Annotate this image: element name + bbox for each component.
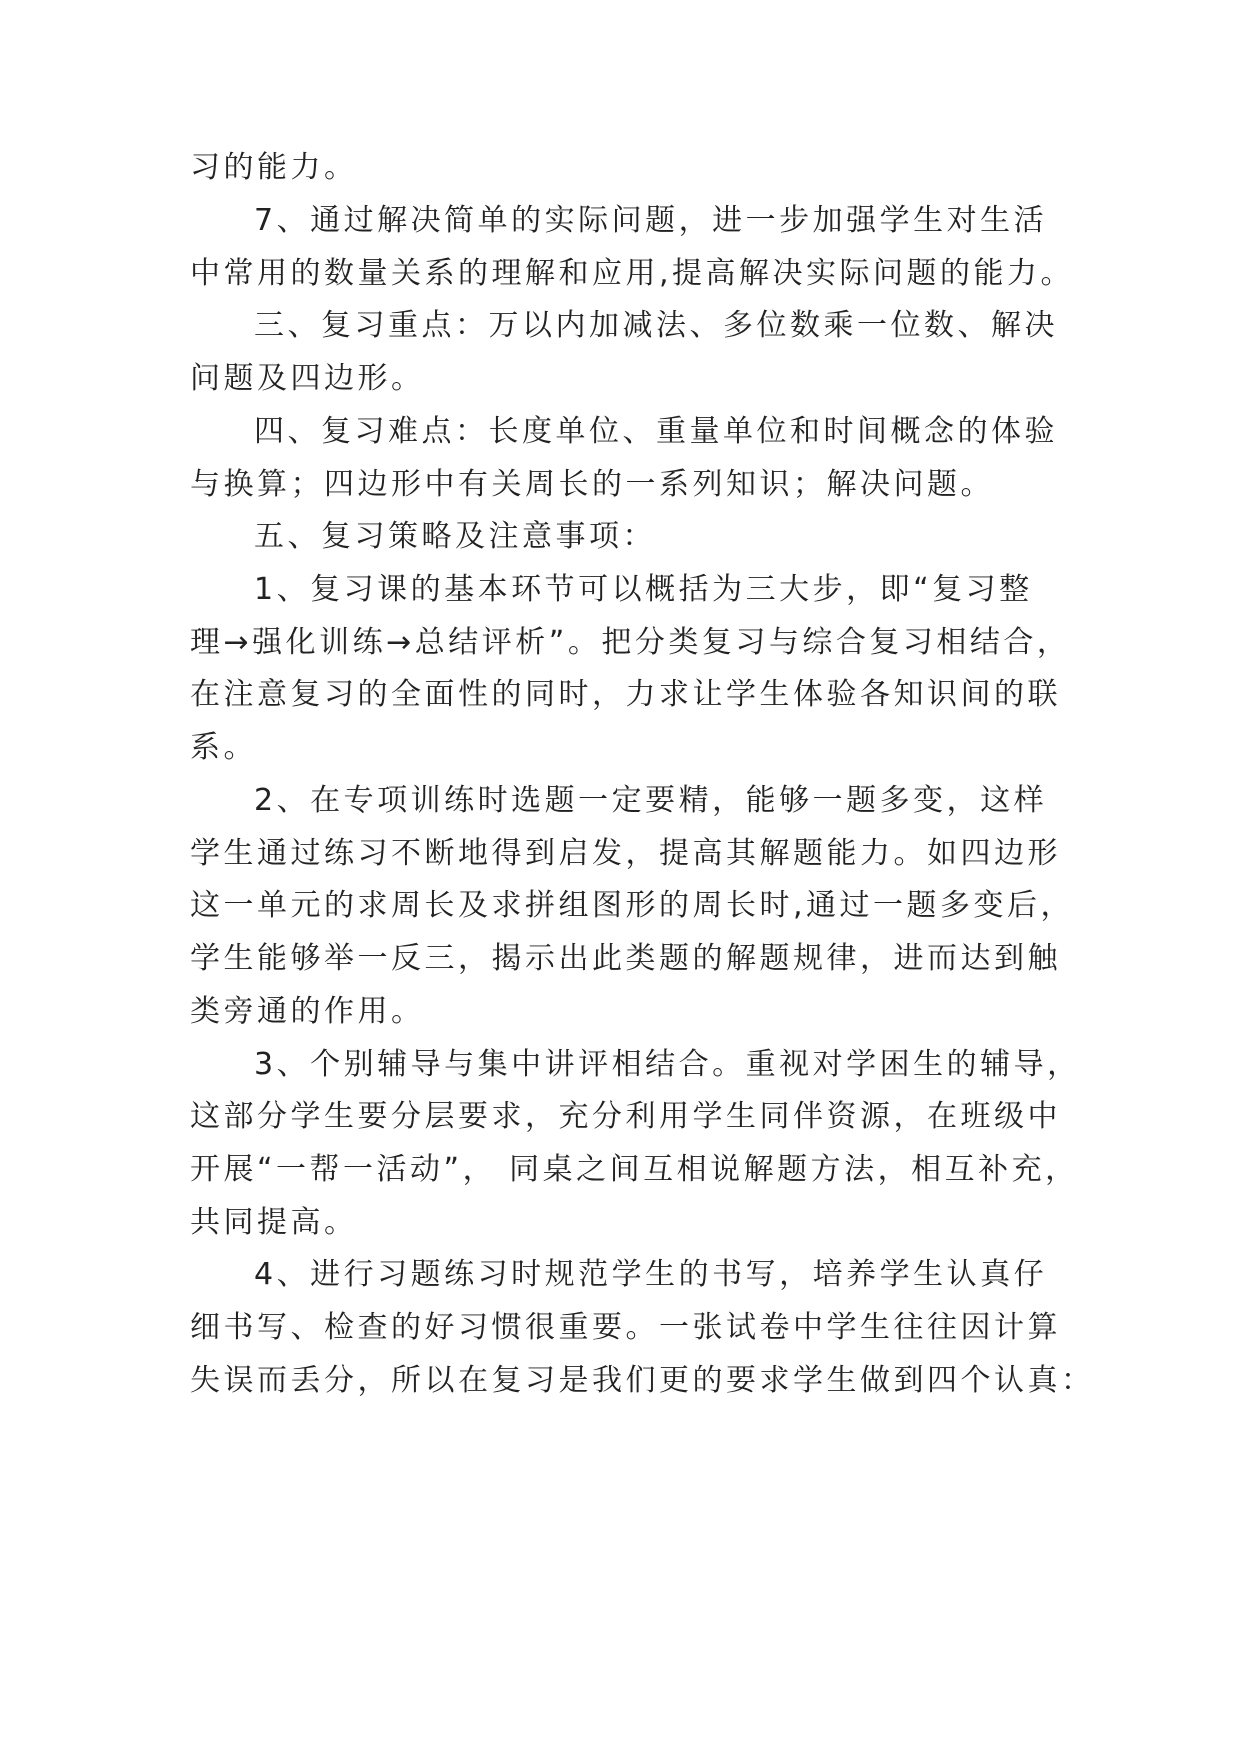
text-line: 系。 (190, 730, 257, 765)
text-line: 理→强化训练→总结评析”。把分类复习与综合复习相结合， (190, 625, 1071, 660)
text-line: 这部分学生要分层要求，充分利用学生同伴资源，在班级中 (190, 1099, 1061, 1134)
text-line: 中常用的数量关系的理解和应用,提高解决实际问题的能力。 (190, 256, 1075, 291)
text-line: 类旁通的作用。 (190, 994, 425, 1029)
text-line: 共同提高。 (190, 1205, 358, 1240)
text-line: 学生能够举一反三，揭示出此类题的解题规律，进而达到触 (190, 941, 1061, 976)
text-line: 失误而丢分，所以在复习是我们更的要求学生做到四个认真： (190, 1363, 1095, 1398)
text-line: 7、通过解决简单的实际问题，进一步加强学生对生活 (254, 203, 1048, 238)
text-line: 与换算；四边形中有关周长的一系列知识；解决问题。 (190, 467, 994, 502)
text-line: 问题及四边形。 (190, 361, 425, 396)
text-line: 四、复习难点：长度单位、重量单位和时间概念的体验 (254, 414, 1058, 449)
text-line: 2、在专项训练时选题一定要精，能够一题多变，这样 (254, 783, 1048, 818)
text-line: 3、个别辅导与集中讲评相结合。重视对学困生的辅导， (254, 1047, 1081, 1082)
text-line: 细书写、检查的好习惯很重要。一张试卷中学生往往因计算 (190, 1310, 1061, 1345)
text-line: 五、复习策略及注意事项： (254, 519, 656, 554)
text-line: 在注意复习的全面性的同时，力求让学生体验各知识间的联 (190, 677, 1061, 712)
text-line: 1、复习课的基本环节可以概括为三大步，即“复习整 (254, 572, 1033, 607)
text-line: 习的能力。 (190, 150, 358, 185)
text-line: 学生通过练习不断地得到启发，提高其解题能力。如四边形 (190, 836, 1061, 871)
text-line: 三、复习重点：万以内加减法、多位数乘一位数、解决 (254, 308, 1058, 343)
text-line: 4、进行习题练习时规范学生的书写，培养学生认真仔 (254, 1257, 1048, 1292)
text-line: 这一单元的求周长及求拼组图形的周长时,通过一题多变后， (190, 888, 1075, 923)
text-line: 开展“一帮一活动”， 同桌之间互相说解题方法，相互补充， (190, 1152, 1079, 1187)
